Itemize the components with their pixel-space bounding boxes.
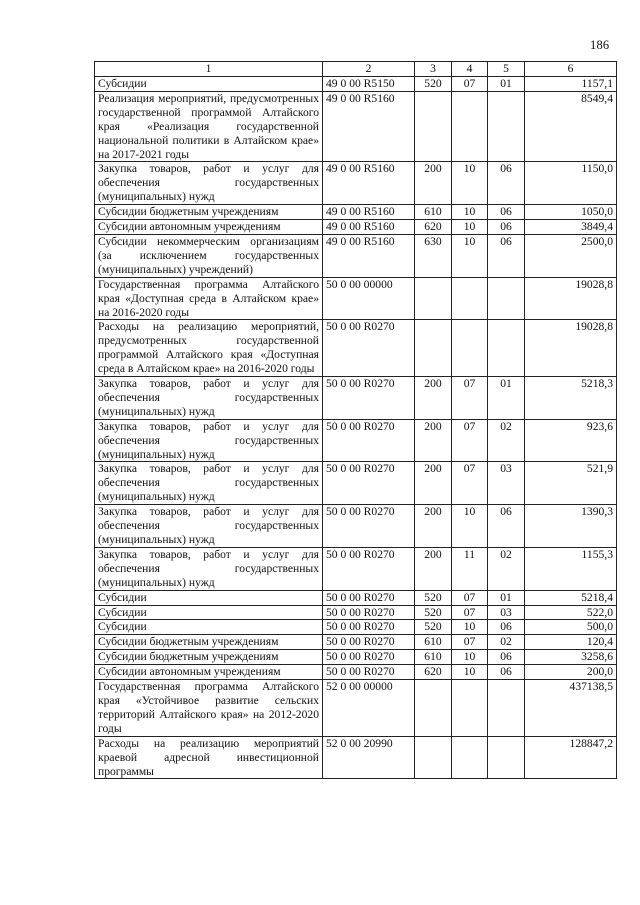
row-name-cell: Закупка товаров, работ и услуг для обеспечения государственных (муниципальных) нужд xyxy=(95,505,323,548)
row-code-cell: 50 0 00 R0270 xyxy=(323,665,415,680)
row-pr-cell: 06 xyxy=(488,665,525,680)
table-row xyxy=(95,277,617,320)
row-code-cell: 50 0 00 R0270 xyxy=(323,620,415,635)
row-vr-cell: 200 xyxy=(415,462,452,505)
row-vr-cell: 610 xyxy=(415,205,452,220)
row-rz-cell: 07 xyxy=(452,605,488,620)
row-code-cell: 50 0 00 R0270 xyxy=(323,462,415,505)
table-row xyxy=(95,605,617,620)
row-code-cell: 50 0 00 R0270 xyxy=(323,320,415,377)
table-row xyxy=(95,377,617,420)
row-pr-cell: 01 xyxy=(488,77,525,92)
row-name-cell: Закупка товаров, работ и услуг для обеспечения государственных (муниципальных) нужд xyxy=(95,547,323,590)
row-vr-cell: 200 xyxy=(415,547,452,590)
row-name-cell: Субсидии некоммерческим организациям (за исключением государственных (муниципальных) учреждений) xyxy=(95,234,323,277)
table-row xyxy=(95,462,617,505)
table-row xyxy=(95,234,617,277)
row-rz-cell: 07 xyxy=(452,590,488,605)
row-amount-cell: 1390,3 xyxy=(525,505,617,548)
row-pr-cell: 03 xyxy=(488,605,525,620)
row-name-cell: Субсидии бюджетным учреждениям xyxy=(95,205,323,220)
row-rz-cell: 10 xyxy=(452,234,488,277)
row-name-cell: Расходы на реализацию мероприятий краевой адресной инвестиционной программы xyxy=(95,736,323,779)
row-amount-cell: 2500,0 xyxy=(525,234,617,277)
row-code-cell: 50 0 00 00000 xyxy=(323,277,415,320)
table-row xyxy=(95,419,617,462)
row-code-cell: 49 0 00 R5160 xyxy=(323,220,415,235)
row-amount-cell: 1150,0 xyxy=(525,162,617,205)
row-pr-cell xyxy=(488,680,525,737)
row-code-cell: 50 0 00 R0270 xyxy=(323,505,415,548)
row-pr-cell: 06 xyxy=(488,205,525,220)
row-code-cell: 50 0 00 R0270 xyxy=(323,547,415,590)
row-code-cell: 49 0 00 R5160 xyxy=(323,162,415,205)
row-amount-cell: 437138,5 xyxy=(525,680,617,737)
row-pr-cell xyxy=(488,320,525,377)
row-name-cell: Субсидии автономным учреждениям xyxy=(95,220,323,235)
row-pr-cell: 02 xyxy=(488,635,525,650)
row-pr-cell: 02 xyxy=(488,547,525,590)
table-row xyxy=(95,162,617,205)
row-code-cell: 49 0 00 R5150 xyxy=(323,77,415,92)
row-amount-cell: 923,6 xyxy=(525,419,617,462)
row-vr-cell: 200 xyxy=(415,377,452,420)
row-rz-cell xyxy=(452,680,488,737)
row-name-cell: Реализация мероприятий, предусмотренных государственной программой Алтайского края «Реализация государственной национальной политики в Алтайском крае» на 2017-2021 годы xyxy=(95,91,323,162)
row-pr-cell: 01 xyxy=(488,377,525,420)
row-name-cell: Закупка товаров, работ и услуг для обеспечения государственных (муниципальных) нужд xyxy=(95,419,323,462)
row-vr-cell: 620 xyxy=(415,665,452,680)
row-name-cell: Субсидии бюджетным учреждениям xyxy=(95,635,323,650)
row-amount-cell: 19028,8 xyxy=(525,277,617,320)
table-row xyxy=(95,736,617,779)
row-pr-cell: 03 xyxy=(488,462,525,505)
row-name-cell: Государственная программа Алтайского края «Устойчивое развитие сельских территорий Алтайского края» на 2012-2020 годы xyxy=(95,680,323,737)
row-rz-cell xyxy=(452,736,488,779)
row-code-cell: 52 0 00 00000 xyxy=(323,680,415,737)
row-code-cell: 52 0 00 20990 xyxy=(323,736,415,779)
row-rz-cell: 10 xyxy=(452,220,488,235)
row-name-cell: Закупка товаров, работ и услуг для обеспечения государственных (муниципальных) нужд xyxy=(95,462,323,505)
row-vr-cell xyxy=(415,736,452,779)
table-row xyxy=(95,547,617,590)
table-row xyxy=(95,635,617,650)
page-number: 186 xyxy=(590,38,610,52)
row-rz-cell: 10 xyxy=(452,650,488,665)
row-code-cell: 50 0 00 R0270 xyxy=(323,635,415,650)
row-vr-cell xyxy=(415,91,452,162)
row-rz-cell: 07 xyxy=(452,419,488,462)
row-code-cell: 50 0 00 R0270 xyxy=(323,377,415,420)
table-row xyxy=(95,620,617,635)
row-pr-cell xyxy=(488,277,525,320)
row-pr-cell: 06 xyxy=(488,650,525,665)
row-rz-cell xyxy=(452,320,488,377)
row-vr-cell: 520 xyxy=(415,605,452,620)
row-vr-cell: 520 xyxy=(415,620,452,635)
row-vr-cell: 620 xyxy=(415,220,452,235)
table-row xyxy=(95,220,617,235)
row-amount-cell: 8549,4 xyxy=(525,91,617,162)
budget-table xyxy=(94,61,617,779)
row-vr-cell xyxy=(415,277,452,320)
row-name-cell: Субсидии xyxy=(95,590,323,605)
table-row xyxy=(95,665,617,680)
row-name-cell: Расходы на реализацию мероприятий, предусмотренных государственной программой Алтайского края «Доступная среда в Алтайском крае» на 2016-2020 годы xyxy=(95,320,323,377)
row-pr-cell xyxy=(488,91,525,162)
row-vr-cell: 200 xyxy=(415,162,452,205)
row-name-cell: Государственная программа Алтайского края «Доступная среда в Алтайском крае» на 2016-2020 годы xyxy=(95,277,323,320)
row-amount-cell: 128847,2 xyxy=(525,736,617,779)
row-vr-cell: 630 xyxy=(415,234,452,277)
row-rz-cell: 10 xyxy=(452,162,488,205)
row-code-cell: 50 0 00 R0270 xyxy=(323,650,415,665)
header-cell-rz: 4 xyxy=(452,62,488,77)
row-vr-cell: 200 xyxy=(415,505,452,548)
table-row xyxy=(95,590,617,605)
row-vr-cell: 520 xyxy=(415,77,452,92)
table-row xyxy=(95,650,617,665)
row-pr-cell: 02 xyxy=(488,419,525,462)
row-code-cell: 49 0 00 R5160 xyxy=(323,205,415,220)
row-code-cell: 49 0 00 R5160 xyxy=(323,91,415,162)
row-amount-cell: 522,0 xyxy=(525,605,617,620)
row-name-cell: Субсидии xyxy=(95,620,323,635)
row-rz-cell: 11 xyxy=(452,547,488,590)
row-pr-cell: 06 xyxy=(488,220,525,235)
header-cell-vr: 3 xyxy=(415,62,452,77)
table-body xyxy=(95,77,617,779)
row-amount-cell: 3849,4 xyxy=(525,220,617,235)
row-amount-cell: 1155,3 xyxy=(525,547,617,590)
table-row xyxy=(95,91,617,162)
row-amount-cell: 120,4 xyxy=(525,635,617,650)
row-rz-cell: 10 xyxy=(452,665,488,680)
row-rz-cell: 07 xyxy=(452,377,488,420)
row-amount-cell: 500,0 xyxy=(525,620,617,635)
header-row xyxy=(95,62,617,77)
row-vr-cell: 610 xyxy=(415,635,452,650)
table-row xyxy=(95,77,617,92)
header-cell-name: 1 xyxy=(95,62,323,77)
row-name-cell: Субсидии бюджетным учреждениям xyxy=(95,650,323,665)
row-name-cell: Закупка товаров, работ и услуг для обеспечения государственных (муниципальных) нужд xyxy=(95,377,323,420)
row-amount-cell: 3258,6 xyxy=(525,650,617,665)
row-amount-cell: 5218,3 xyxy=(525,377,617,420)
row-amount-cell: 521,9 xyxy=(525,462,617,505)
table-row xyxy=(95,205,617,220)
row-pr-cell xyxy=(488,736,525,779)
row-name-cell: Закупка товаров, работ и услуг для обеспечения государственных (муниципальных) нужд xyxy=(95,162,323,205)
row-rz-cell xyxy=(452,277,488,320)
row-rz-cell: 07 xyxy=(452,77,488,92)
row-rz-cell: 10 xyxy=(452,620,488,635)
row-vr-cell: 520 xyxy=(415,590,452,605)
row-rz-cell: 07 xyxy=(452,462,488,505)
table-row xyxy=(95,680,617,737)
row-vr-cell: 200 xyxy=(415,419,452,462)
row-rz-cell xyxy=(452,91,488,162)
table-row xyxy=(95,505,617,548)
row-code-cell: 49 0 00 R5160 xyxy=(323,234,415,277)
row-vr-cell: 610 xyxy=(415,650,452,665)
row-rz-cell: 07 xyxy=(452,635,488,650)
row-pr-cell: 06 xyxy=(488,234,525,277)
header-cell-pr: 5 xyxy=(488,62,525,77)
row-amount-cell: 200,0 xyxy=(525,665,617,680)
row-pr-cell: 06 xyxy=(488,505,525,548)
row-amount-cell: 5218,4 xyxy=(525,590,617,605)
header-cell-amount: 6 xyxy=(525,62,617,77)
row-rz-cell: 10 xyxy=(452,205,488,220)
table-row xyxy=(95,320,617,377)
row-amount-cell: 1157,1 xyxy=(525,77,617,92)
header-cell-code: 2 xyxy=(323,62,415,77)
row-rz-cell: 10 xyxy=(452,505,488,548)
row-amount-cell: 19028,8 xyxy=(525,320,617,377)
row-code-cell: 50 0 00 R0270 xyxy=(323,605,415,620)
row-name-cell: Субсидии xyxy=(95,605,323,620)
row-pr-cell: 01 xyxy=(488,590,525,605)
row-amount-cell: 1050,0 xyxy=(525,205,617,220)
row-code-cell: 50 0 00 R0270 xyxy=(323,590,415,605)
row-pr-cell: 06 xyxy=(488,620,525,635)
row-name-cell: Субсидии xyxy=(95,77,323,92)
row-vr-cell xyxy=(415,320,452,377)
row-pr-cell: 06 xyxy=(488,162,525,205)
row-vr-cell xyxy=(415,680,452,737)
row-name-cell: Субсидии автономным учреждениям xyxy=(95,665,323,680)
row-code-cell: 50 0 00 R0270 xyxy=(323,419,415,462)
